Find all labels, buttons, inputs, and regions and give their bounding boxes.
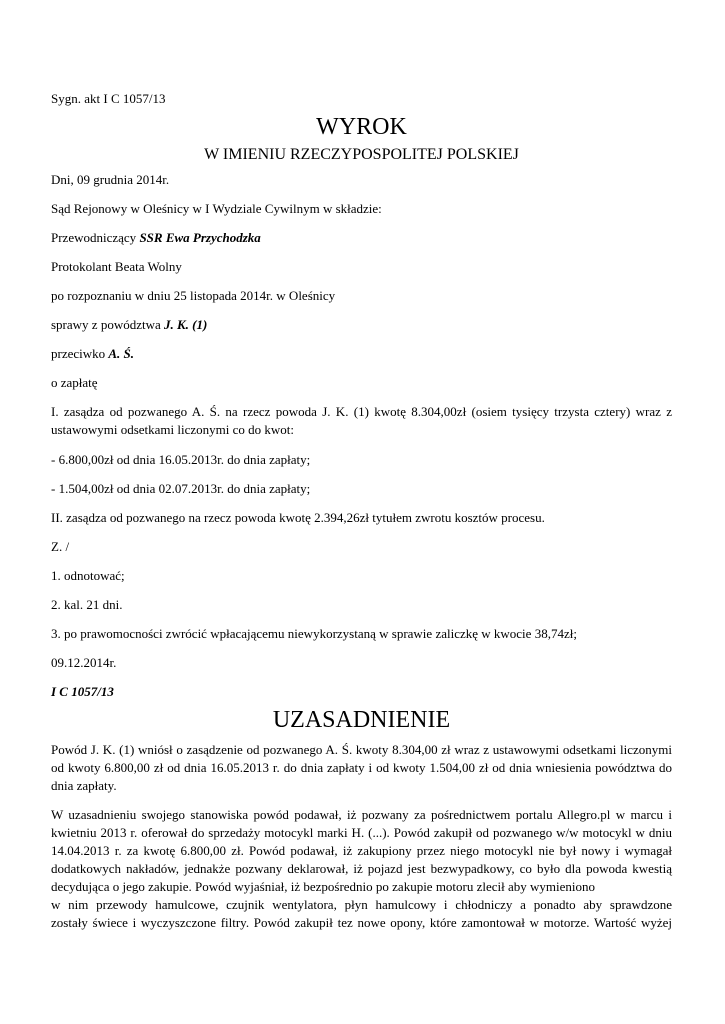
- presiding-judge-name: SSR Ewa Przychodzka: [139, 230, 261, 245]
- interest-amount-2: - 1.504,00zł od dnia 02.07.2013r. do dnia zapłaty;: [51, 481, 311, 496]
- case-reference: Sygn. akt I C 1057/13: [51, 91, 166, 106]
- case-subject: o zapłatę: [51, 375, 98, 390]
- paragraph-line: 14.04.2013 r. za kwotę 6.800,00 zł. Powód podawał, iż zakupiony przez niego motocykl nie był nowy i wymagał: [51, 843, 672, 858]
- paragraph-line: w nim przewody hamulcowe, czujnik wentylatora, płyn hamulcowy i chłodniczy a ponadto aby sprawdzone: [51, 897, 672, 912]
- justification-paragraph-1: Powód J. K. (1) wniósł o zasądzenie od pozwanego A. Ś. kwoty 8.304,00 zł wraz z ustawowymi odsetkami liczonymi od kwoty 6.800,00 zł od dnia 16.05.2013 r. do dnia zapłaty i od kwoty 1.504,00 zł od dnia wniesienia powództwa do dnia zapłaty.: [51, 742, 672, 793]
- defendant-label: przeciwko: [51, 346, 109, 361]
- verdict-point-2: II. zasądza od pozwanego na rzecz powoda kwotę 2.394,26zł tytułem zwrotu kosztów procesu.: [51, 510, 545, 525]
- paragraph-line: decydująca o jego zakupie. Powód wyjaśniał, iż bezpośrednio po zakupie motoru zlecił aby wymieniono: [51, 879, 596, 894]
- paragraph-line: kwietniu 2013 r. oferował do sprzedaży motocykl marki H. (...). Powód zakupił od pozwanego w/w motocykl w dniu: [51, 825, 672, 840]
- order-2: 2. kal. 21 dni.: [51, 597, 123, 612]
- verdict-subtitle: W IMIENIU RZECZYPOSPOLITEJ POLSKIEJ: [204, 146, 519, 163]
- paragraph-line: zostały świece i wyczyszczone filtry. Powód zakupił tez nowe opony, które zamontował w motorze. Wartość wyżej: [51, 915, 672, 930]
- verdict-date: Dni, 09 grudnia 2014r.: [51, 172, 170, 187]
- justification-case-reference: I C 1057/13: [51, 684, 114, 699]
- order-1: 1. odnotować;: [51, 568, 125, 583]
- court-clerk: Protokolant Beata Wolny: [51, 259, 182, 274]
- orders-heading: Z. /: [51, 539, 70, 554]
- hearing-info: po rozpoznaniu w dniu 25 listopada 2014r. w Oleśnicy: [51, 288, 336, 303]
- defendant-name: A. Ś.: [108, 346, 135, 361]
- paragraph-line: W uzasadnieniu swojego stanowiska powód podawał, iż pozwany za pośrednictwem portalu Allegro.pl w marcu i: [51, 807, 672, 822]
- justification-paragraph-2: [51, 806, 672, 932]
- plaintiff-line: [51, 316, 672, 334]
- presiding-judge-line: [51, 229, 672, 247]
- plaintiff-label: sprawy z powództwa: [51, 317, 164, 332]
- order-3: 3. po prawomocności zwrócić wpłacającemu niewykorzystaną w sprawie zaliczkę w kwocie 38,74zł;: [51, 626, 577, 641]
- verdict-title: WYROK: [316, 114, 407, 140]
- presiding-label: Przewodniczący: [51, 230, 140, 245]
- closing-date: 09.12.2014r.: [51, 655, 117, 670]
- court-composition: Sąd Rejonowy w Oleśnicy w I Wydziale Cywilnym w składzie:: [51, 201, 382, 216]
- verdict-point-1: I. zasądza od pozwanego A. Ś. na rzecz powoda J. K. (1) kwotę 8.304,00zł (osiem tysięcy trzysta cztery) wraz z ustawowymi odsetkami liczonymi co do kwot:: [51, 404, 672, 437]
- defendant-line: [51, 345, 672, 363]
- plaintiff-name: J. K. (1): [164, 317, 208, 332]
- interest-amount-1: - 6.800,00zł od dnia 16.05.2013r. do dnia zapłaty;: [51, 452, 311, 467]
- paragraph-line: dodatkowych nakładów, jednakże pozwany deklarował, iż pojazd jest bezwypadkowy, co było dla powoda kwestią: [51, 861, 672, 876]
- justification-title: UZASADNIENIE: [272, 707, 451, 733]
